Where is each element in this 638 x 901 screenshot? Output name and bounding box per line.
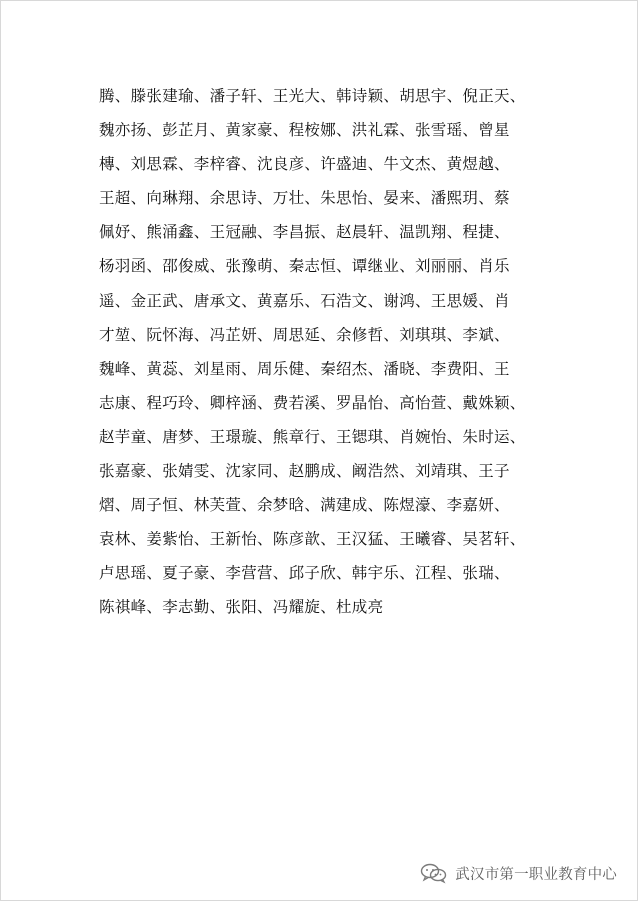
- name-list-line: 卢思瑶、夏子豪、李营营、邱子欣、韩宇乐、江程、张瑞、: [99, 564, 510, 583]
- name-list-line: 赵芋童、唐梦、王璟璇、熊章行、王锶琪、肖婉怡、朱时运、: [99, 427, 526, 446]
- name-list-line: 志康、程巧玲、卿梓涵、费若溪、罗晶怡、高怡萱、戴姝颖、: [99, 393, 526, 412]
- name-list: [99, 83, 559, 629]
- name-list-line: 魏峰、黄蕊、刘星雨、周乐健、秦绍杰、潘晓、李费阳、王: [99, 359, 510, 378]
- name-list-line: 王超、向琳翔、余思诗、万壮、朱思怡、晏来、潘熙玥、蔡: [99, 189, 510, 208]
- wechat-account-watermark: [419, 862, 617, 884]
- name-list-line: 熠、周子恒、林芙萱、余梦晗、满建成、陈煜濠、李嘉妍、: [99, 496, 510, 515]
- wechat-icon: [419, 862, 449, 884]
- name-list-line: 陈祺峰、李志勤、张阳、冯耀旋、杜成亮: [99, 598, 384, 617]
- name-list-line: 魏亦扬、彭芷月、黄家豪、程桉娜、洪礼霖、张雪瑶、曾星: [99, 121, 510, 140]
- name-list-line: 佩妤、熊涌鑫、王冠融、李昌振、赵晨轩、温凯翔、程捷、: [99, 223, 510, 242]
- name-list-line: 杨羽函、邵俊威、张豫萌、秦志恒、谭继业、刘丽丽、肖乐: [99, 257, 510, 276]
- name-list-line: 遥、金正武、唐承文、黄嘉乐、石浩文、谢鸿、王思媛、肖: [99, 291, 510, 310]
- name-list-line: 腾、滕张建瑜、潘子轩、王光大、韩诗颖、胡思宇、倪正天、: [99, 87, 526, 105]
- name-list-line: 袁林、姜紫怡、王新怡、陈彦歆、王汉猛、王曦睿、吴茗轩、: [99, 530, 526, 549]
- name-list-line: 才堃、阮怀海、冯芷妍、周思延、余修哲、刘琪琪、李斌、: [99, 325, 510, 344]
- wechat-account-name: 武汉市第一职业教育中心: [455, 866, 617, 883]
- name-list-line: 槫、刘思霖、李梓睿、沈良彦、许盛迪、牛文杰、黄煜越、: [99, 155, 510, 174]
- name-list-line: 张嘉豪、张婧雯、沈家同、赵鹏成、阚浩然、刘靖琪、王子: [99, 462, 510, 481]
